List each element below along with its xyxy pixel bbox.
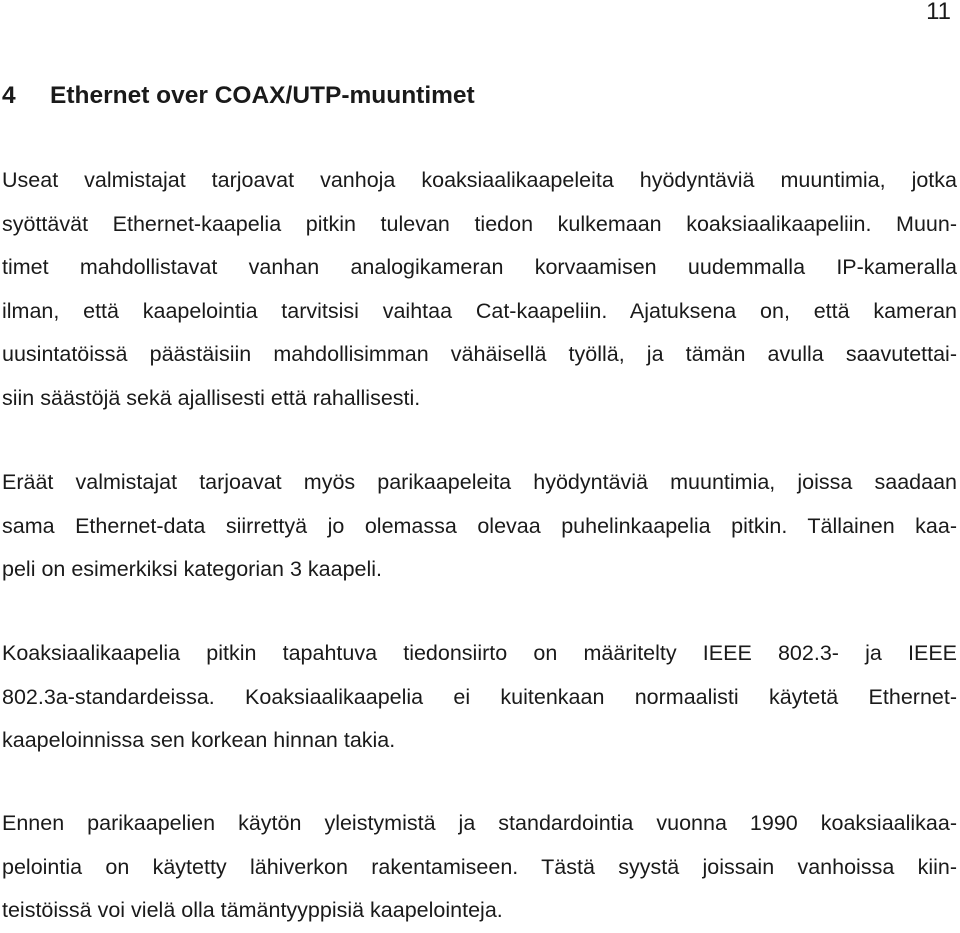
paragraph-line: kaapeloinnissa sen korkean hinnan takia. — [2, 728, 396, 752]
section-number: 4 — [2, 82, 16, 109]
paragraph-line: Koaksiaalikaapelia pitkin tapahtuva tiedonsiirto on määritelty IEEE 802.3- ja IEEE — [2, 641, 957, 665]
section-title: Ethernet over COAX/UTP-muuntimet — [50, 82, 475, 109]
paragraph-3 — [2, 632, 957, 763]
paragraph-line: uusintatöissä päästäisiin mahdollisimman vähäisellä työllä, ja tämän avulla saavutettai- — [2, 342, 957, 366]
paragraph-line: syöttävät Ethernet-kaapelia pitkin tulevan tiedon kulkemaan koaksiaalikaapeliin. Muun- — [2, 211, 957, 236]
page-number: 11 — [926, 0, 951, 25]
paragraph-line: Ennen parikaapelien käytön yleistymistä ja standardointia vuonna 1990 koaksiaalikaa- — [2, 811, 957, 835]
paragraph-line: Useat valmistajat tarjoavat vanhoja koaksiaalikaapeleita hyödyntäviä muuntimia, jotka — [2, 168, 957, 192]
paragraph-line: timet mahdollistavat vanhan analogikameran korvaamisen uudemmalla IP-kameralla — [2, 255, 957, 279]
paragraph-line: siin säästöjä sekä ajallisesti että rahallisesti. — [2, 385, 421, 410]
paragraph-1 — [2, 159, 957, 420]
paragraph-line: pelointia on käytetty lähiverkon rakentamiseen. Tästä syystä joissain vanhoissa kiin- — [2, 854, 957, 879]
paragraph-line: 802.3a-standardeissa. Koaksiaalikaapelia ei kuitenkaan normaalisti käytetä Ethernet- — [2, 684, 957, 709]
paragraph-line: sama Ethernet-data siirrettyä jo olemassa olevaa puhelinkaapelia pitkin. Tällainen kaa- — [2, 513, 957, 538]
paragraph-line: peli on esimerkiksi kategorian 3 kaapeli. — [2, 557, 383, 581]
paragraph-line: teistöissä voi vielä olla tämäntyyppisiä kaapelointeja. — [2, 898, 503, 922]
paragraph-4 — [2, 802, 957, 933]
paragraph-2 — [2, 461, 957, 592]
paragraph-line: Eräät valmistajat tarjoavat myös parikaapeleita hyödyntäviä muuntimia, joissa saadaan — [2, 470, 957, 494]
paragraph-line: ilman, että kaapelointia tarvitsisi vaihtaa Cat-kaapeliin. Ajatuksena on, että kameran — [2, 298, 957, 323]
section-heading — [2, 80, 475, 112]
